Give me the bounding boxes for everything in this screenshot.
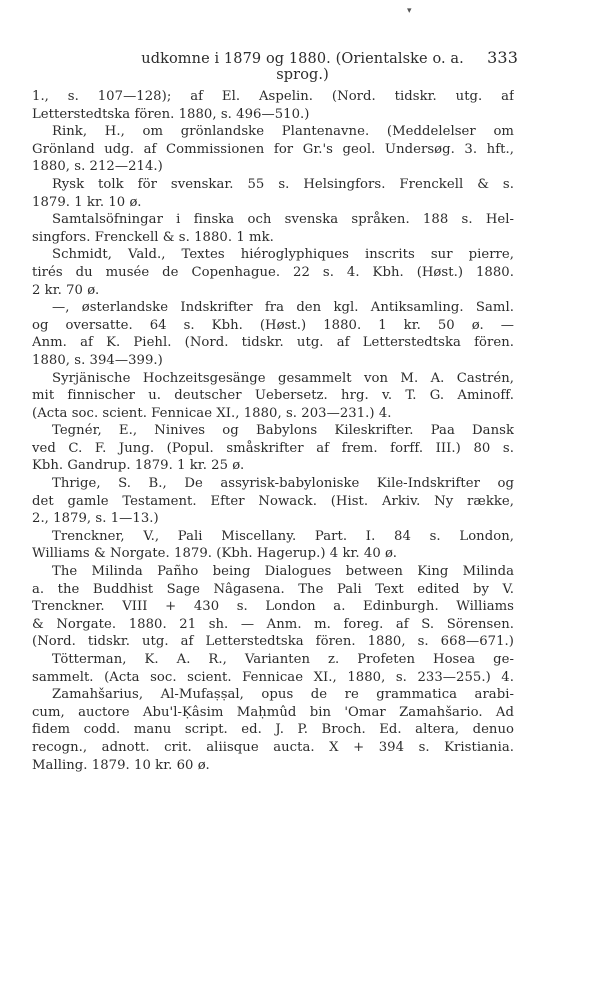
text-line: The Milinda Pañho being Dialogues between King Milinda [52, 564, 514, 580]
text-line: cum, auctore Abu'l-Ḳâsim Maḥmûd bin 'Omar Zamahšario. Ad [32, 704, 514, 720]
text-line: 1879. 1 kr. 10 ø. [32, 194, 142, 210]
text-line: (Acta soc. scient. Fennicae XI., 1880, s. 203—231.) 4. [32, 405, 392, 421]
text-line: 1880, s. 212—214.) [32, 159, 163, 175]
text-line: og oversatte. 64 s. Kbh. (Høst.) 1880. 1 kr. 50 ø. — [32, 317, 514, 333]
text-line: —, østerlandske Indskrifter fra den kgl. Antiksamling. Saml. [52, 300, 514, 316]
text-line: Malling. 1879. 10 kr. 60 ø. [32, 757, 210, 773]
text-line: sammelt. (Acta soc. scient. Fennicae XI., 1880, s. 233—255.) 4. [32, 669, 514, 685]
text-line: singfors. Frenckell & s. 1880. 1 mk. [32, 229, 274, 245]
scan-mark: ▾ [407, 6, 412, 16]
text-line: Thrige, S. B., De assyrisk-babyloniske Kile-Indskrifter og [52, 476, 514, 492]
text-line: tirés du musée de Copenhague. 22 s. 4. Kbh. (Høst.) 1880. [32, 264, 514, 280]
text-line: det gamle Testament. Efter Nowack. (Hist. Arkiv. Ny række, [32, 493, 514, 509]
text-line: ved C. F. Jung. (Popul. småskrifter af frem. forff. III.) 80 s. [32, 440, 514, 456]
text-line: (Nord. tidskr. utg. af Letterstedtska fören. 1880, s. 668—671.) [32, 634, 514, 650]
bibliography-text [32, 88, 514, 774]
text-line: 2., 1879, s. 1—13.) [32, 511, 159, 527]
text-line: Samtalsöfningar i finska och svenska språken. 188 s. Hel- [52, 212, 514, 228]
text-line: recogn., adnott. crit. aliisque aucta. X + 394 s. Kristiania. [32, 739, 514, 755]
text-line: Trenckner. VIII + 430 s. London a. Edinburgh. Williams [32, 599, 514, 615]
running-head: udkomne i 1879 og 1880. (Orientalske o. a. sprog.) [141, 51, 464, 83]
text-line: Anm. af K. Piehl. (Nord. tidskr. utg. af Letterstedtska fören. [32, 335, 514, 351]
page-header [58, 48, 518, 83]
text-line: Tegnér, E., Ninives og Babylons Kileskrifter. Paa Dansk [52, 423, 514, 439]
text-line: Syrjänische Hochzeitsgesänge gesammelt von M. A. Castrén, [52, 370, 514, 386]
text-line: Tötterman, K. A. R., Varianten z. Profeten Hosea ge- [52, 652, 514, 667]
text-line: Kbh. Gandrup. 1879. 1 kr. 25 ø. [32, 458, 245, 474]
text-line: 1880, s. 394—399.) [32, 352, 163, 368]
text-line: Grönland udg. af Commissionen for Gr.'s geol. Undersøg. 3. hft., [32, 141, 514, 157]
page-number: 333 [487, 48, 518, 67]
text-line: Trenckner, V., Pali Miscellany. Part. I. 84 s. London, [52, 528, 514, 544]
text-line: 1., s. 107—128); af El. Aspelin. (Nord. tidskr. utg. af [32, 89, 514, 104]
text-line: Letterstedtska fören. 1880, s. 496—510.) [32, 106, 310, 122]
text-line: Williams & Norgate. 1879. (Kbh. Hagerup.) 4 kr. 40 ø. [32, 546, 397, 562]
text-line: fidem codd. manu script. ed. J. P. Broch. Ed. altera, denuo [32, 722, 514, 738]
text-line: Rysk tolk för svenskar. 55 s. Helsingfors. Frenckell & s. [52, 176, 514, 192]
text-line: Rink, H., om grönlandske Plantenavne. (Meddelelser om [52, 124, 514, 140]
text-line: & Norgate. 1880. 21 sh. — Anm. m. foreg. af S. Sörensen. [32, 616, 514, 632]
text-line: a. the Buddhist Sage Nâgasena. The Pali Text edited by V. [32, 581, 514, 597]
text-line: 2 kr. 70 ø. [32, 282, 100, 298]
text-line: Zamahšarius, Al-Mufaṣṣal, opus de re grammatica arabi- [52, 687, 514, 703]
text-line: Schmidt, Vald., Textes hiéroglyphiques inscrits sur pierre, [52, 247, 514, 263]
text-line: mit finnischer u. deutscher Uebersetz. hrg. v. T. G. Aminoff. [32, 388, 514, 404]
